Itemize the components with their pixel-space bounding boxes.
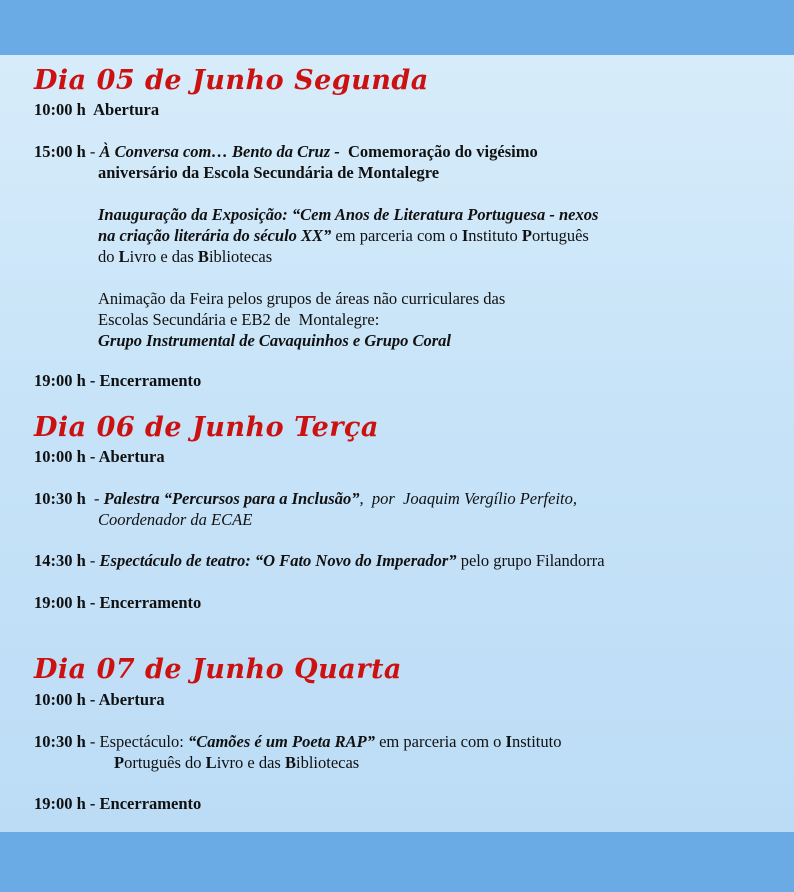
event-time: 19:00 h	[34, 371, 86, 390]
event-title: Abertura	[98, 447, 165, 466]
event-line	[34, 370, 201, 391]
event-show: “Camões é um Poeta RAP”	[187, 732, 375, 751]
event-time: 14:30 h	[34, 551, 86, 570]
partner-text: ibliotecas	[295, 753, 360, 772]
event-line	[34, 488, 577, 509]
event-line	[98, 246, 272, 267]
event-talk: Palestra “Percursos para a Inclusão”	[103, 489, 360, 508]
event-line	[34, 689, 165, 710]
initial: I	[461, 226, 469, 245]
event-line	[98, 288, 505, 309]
event-time: 19:00 h	[34, 794, 86, 813]
event-commemoration-cont: aniversário da Escola Secundária de Montalegre	[98, 163, 440, 182]
initial: I	[505, 732, 512, 751]
event-time: 10:00 h	[34, 690, 86, 709]
event-line	[34, 99, 159, 120]
event-line	[98, 509, 252, 530]
event-separator: -	[85, 551, 100, 570]
event-line	[98, 309, 379, 330]
event-separator: -	[85, 447, 99, 466]
partner-text: em parceria com o	[331, 226, 462, 245]
exhibition-title: Inauguração da Exposição: “Cem Anos de Literatura Portuguesa - nexos	[98, 205, 599, 224]
event-time: 15:00 h	[34, 142, 86, 161]
event-separator: -	[85, 489, 104, 508]
event-line	[34, 731, 561, 752]
event-separator: -	[85, 732, 100, 751]
initial: L	[118, 247, 130, 266]
partner-text: ortuguês	[532, 226, 589, 245]
top-band	[0, 0, 794, 55]
animation-text: Animação da Feira pelos grupos de áreas não curriculares das	[98, 289, 506, 308]
event-title: Abertura	[93, 100, 160, 119]
event-line	[98, 330, 451, 351]
partner-text: em parceria com o	[374, 732, 506, 751]
event-speaker-role: Coordenador da ECAE	[98, 510, 253, 529]
event-line	[34, 141, 538, 162]
event-line	[34, 446, 165, 467]
initial: P	[114, 753, 125, 772]
event-separator: -	[85, 142, 100, 161]
partner-text: ivro e das	[129, 247, 198, 266]
partner-text: nstituto	[468, 226, 522, 245]
partner-text: nstituto	[511, 732, 562, 751]
initial: B	[284, 753, 296, 772]
event-time: 10:00 h	[34, 100, 86, 119]
event-time: 10:00 h	[34, 447, 86, 466]
partner-text: ibliotecas	[208, 247, 273, 266]
event-line	[98, 162, 439, 183]
event-time: 10:30 h	[34, 489, 86, 508]
partner-text: ortuguês do	[124, 753, 206, 772]
event-commemoration: Comemoração do vigésimo	[339, 142, 538, 161]
partner-text: do	[98, 247, 119, 266]
groups-text: Grupo Instrumental de Cavaquinhos e Grupo Coral	[98, 331, 452, 350]
event-line	[34, 550, 605, 571]
event-show: Espectáculo de teatro: “O Fato Novo do Imperador”	[99, 551, 457, 570]
event-title: Encerramento	[99, 593, 202, 612]
event-separator: -	[85, 371, 100, 390]
animation-text: Escolas Secundária e EB2 de Montalegre:	[98, 310, 380, 329]
event-title: Encerramento	[99, 794, 202, 813]
event-separator: -	[85, 794, 100, 813]
event-performer: pelo grupo Filandorra	[456, 551, 605, 570]
initial: B	[197, 247, 209, 266]
partner-text: ivro e das	[216, 753, 285, 772]
initial: P	[521, 226, 533, 245]
day-heading-3: Dia 07 de Junho Quarta	[34, 654, 402, 685]
bottom-band	[0, 832, 794, 892]
event-separator: -	[85, 690, 99, 709]
event-time: 10:30 h	[34, 732, 86, 751]
event-talk: À Conversa com… Bento da Cruz -	[99, 142, 340, 161]
event-line	[98, 204, 598, 225]
day-heading-2: Dia 06 de Junho Terça	[34, 412, 379, 443]
event-line	[98, 225, 589, 246]
day-heading-1: Dia 05 de Junho Segunda	[34, 65, 429, 96]
event-line	[114, 752, 359, 773]
initial: L	[205, 753, 217, 772]
event-time: 19:00 h	[34, 593, 86, 612]
event-title: Abertura	[98, 690, 165, 709]
exhibition-title-cont: na criação literária do século XX”	[98, 226, 332, 245]
event-line	[34, 793, 201, 814]
event-prefix: Espectáculo:	[99, 732, 188, 751]
event-separator: -	[85, 593, 100, 612]
event-speaker: , por Joaquim Vergílio Perfeito,	[359, 489, 577, 508]
event-line	[34, 592, 201, 613]
event-title: Encerramento	[99, 371, 202, 390]
